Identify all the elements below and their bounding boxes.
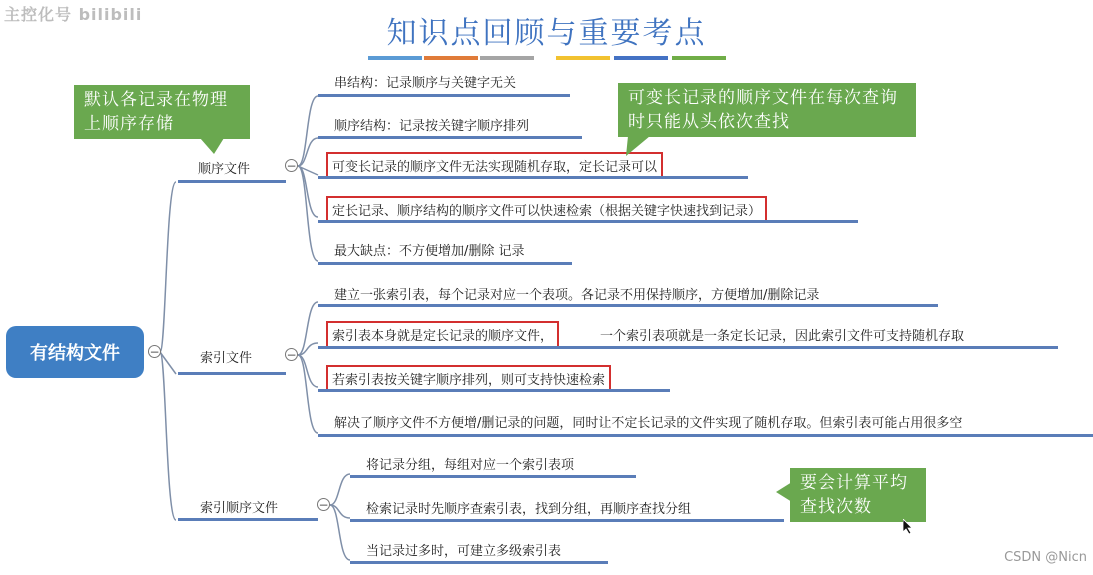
leaf-underline xyxy=(318,136,582,139)
collapse-sequential-button[interactable]: − xyxy=(286,158,297,173)
leaf-underline xyxy=(318,220,858,223)
leaf-solved-problem: 解决了顺序文件不方便增/删记录的问题，同时让不定长记录的文件实现了随机存取。但索引表可能占用很多空 xyxy=(334,416,963,431)
csdn-watermark: CSDN @Nicn xyxy=(1004,550,1087,565)
collapse-root-button[interactable]: − xyxy=(149,344,160,359)
mouse-cursor-icon xyxy=(903,519,915,535)
leaf-sorted-index-highlight: 若索引表按关键字顺序排列，则可支持快速检索 xyxy=(326,365,611,392)
leaf-string-structure: 串结构：记录顺序与关键字无关 xyxy=(334,76,517,91)
branch-indexed-sequential-file[interactable]: 索引顺序文件 xyxy=(200,501,279,516)
callout-average-search-text: 要会计算平均查找次数 xyxy=(790,468,926,522)
callout-physical-order xyxy=(74,85,250,139)
branch-underline xyxy=(178,518,318,521)
callout-pointer xyxy=(200,138,226,156)
collapse-indexed-sequential-button[interactable]: − xyxy=(318,497,329,512)
callout-average-search xyxy=(790,468,926,522)
callout-physical-order-text: 默认各记录在物理上顺序存储 xyxy=(74,85,250,139)
leaf-biggest-drawback: 最大缺点：不方便增加/删除 记录 xyxy=(334,244,525,259)
leaf-create-index-table: 建立一张索引表，每个记录对应一个表项。各记录不用保持顺序，方便增加/删除记录 xyxy=(334,288,820,303)
page-title: 知识点回顾与重要考点 xyxy=(386,16,707,51)
branch-index-file[interactable]: 索引文件 xyxy=(200,351,253,366)
leaf-index-table-highlight: 索引表本身就是定长记录的顺序文件， xyxy=(326,321,559,348)
callout-pointer xyxy=(776,482,792,504)
leaf-underline xyxy=(318,304,938,307)
leaf-sequential-structure: 顺序结构：记录按关键字顺序排列 xyxy=(334,119,530,134)
callout-variable-length xyxy=(618,83,916,137)
leaf-underline xyxy=(350,475,636,478)
callout-variable-length-text: 可变长记录的顺序文件在每次查询时只能从头依次查找 xyxy=(618,83,916,137)
leaf-underline xyxy=(350,519,784,522)
leaf-underline xyxy=(318,94,570,97)
leaf-multilevel-index: 当记录过多时，可建立多级索引表 xyxy=(366,544,562,559)
callout-pointer xyxy=(624,136,654,158)
leaf-underline xyxy=(318,262,572,265)
branch-underline xyxy=(178,372,286,375)
leaf-underline xyxy=(318,389,670,392)
channel-watermark: 主控化号 bilibili xyxy=(4,5,143,24)
collapse-index-button[interactable]: − xyxy=(286,347,297,362)
branch-underline xyxy=(178,180,286,183)
leaf-underline xyxy=(318,176,748,179)
leaf-underline xyxy=(318,434,1093,437)
leaf-underline xyxy=(318,346,1058,349)
leaf-fixed-length-highlight: 定长记录、顺序结构的顺序文件可以快速检索（根据关键字快速找到记录） xyxy=(326,196,767,223)
leaf-index-entry-fixed: 一个索引表项就是一条定长记录，因此索引文件可支持随机存取 xyxy=(600,329,965,344)
leaf-variable-length-highlight: 可变长记录的顺序文件无法实现随机存取，定长记录可以 xyxy=(326,152,663,179)
branch-sequential-file[interactable]: 顺序文件 xyxy=(198,162,251,177)
root-node[interactable] xyxy=(6,326,144,378)
leaf-search-procedure: 检索记录时先顺序查索引表，找到分组，再顺序查找分组 xyxy=(366,502,692,517)
leaf-group-records: 将记录分组，每组对应一个索引表项 xyxy=(366,458,575,473)
root-label: 有结构文件 xyxy=(30,343,120,364)
leaf-underline xyxy=(350,561,608,564)
